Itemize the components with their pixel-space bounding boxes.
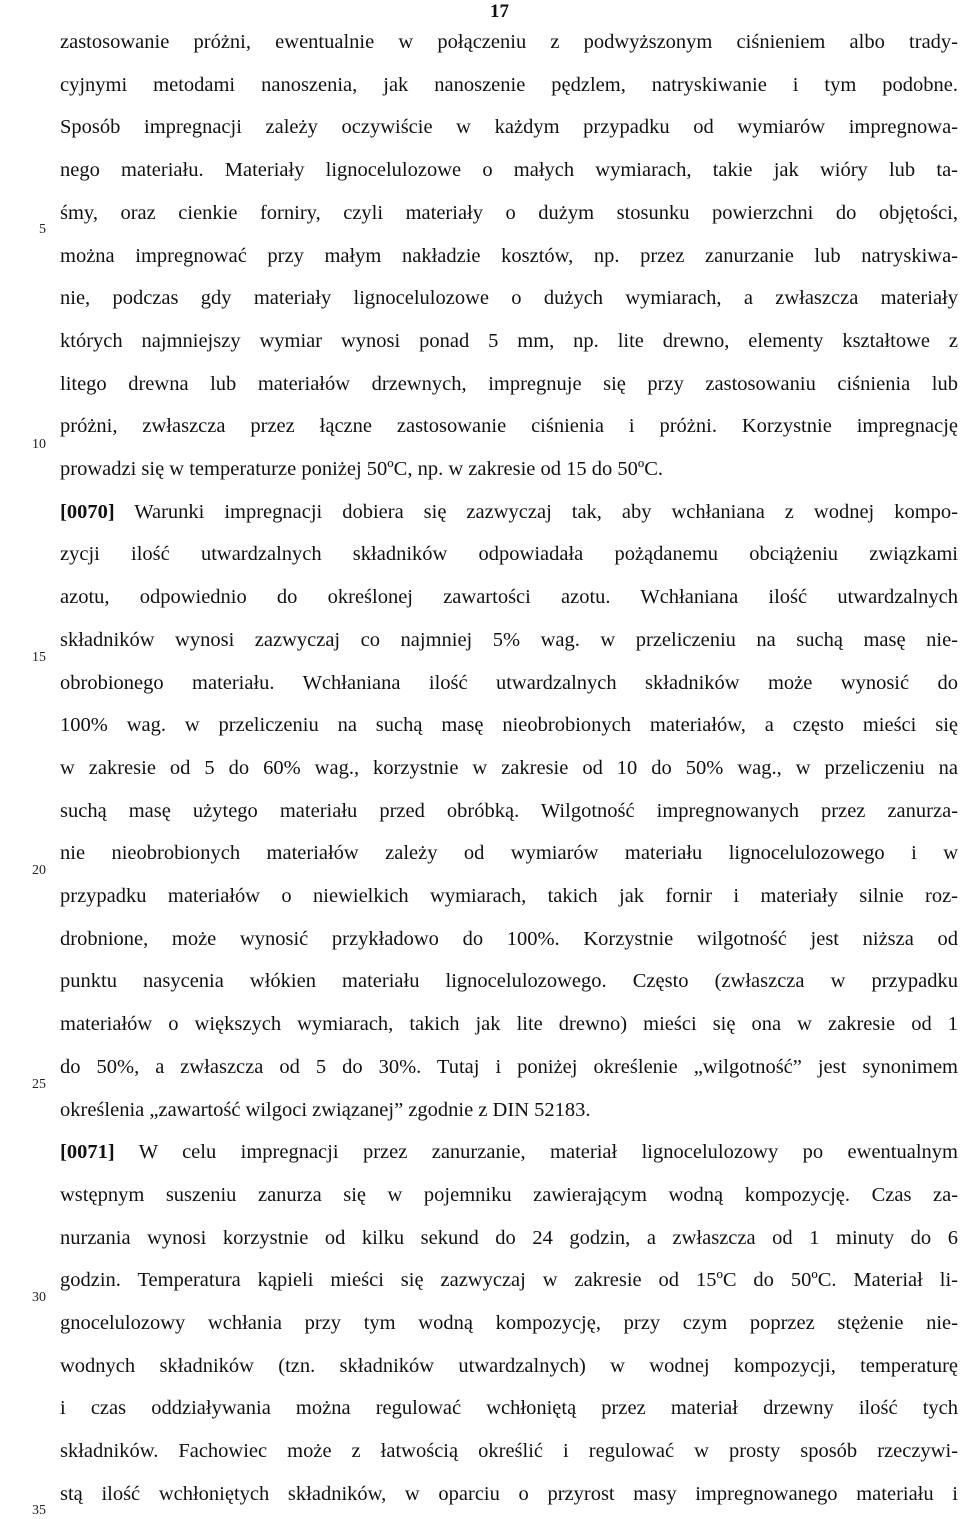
text-line-content: zastosowanie próżni, ewentualnie w połączeniu z podwyższonym ciśnieniem albo trady- bbox=[60, 31, 958, 53]
text-line-content: litego drewna lub materiałów drzewnych, impregnuje się przy zastosowaniu ciśnienia lub bbox=[60, 372, 958, 395]
text-line bbox=[60, 497, 958, 527]
text-line-content: drobnione, może wynosić przykładowo do 100%. Korzystnie wilgotność jest niższa od bbox=[60, 927, 958, 950]
text-line-content: składników wynosi zazwyczaj co najmniej 5% wag. w przeliczeniu na suchą masę nie- bbox=[60, 628, 958, 651]
text-line bbox=[60, 241, 958, 271]
text-line bbox=[60, 1308, 958, 1338]
text-line-content: materiałów o większych wymiarach, takich jak lite drewno) mieści się ona w zakresie od 1 bbox=[60, 1013, 958, 1036]
text-line-content: próżni, zwłaszcza przez łączne zastosowanie ciśnienia i próżni. Korzystnie impregnację bbox=[60, 415, 958, 438]
text-line bbox=[60, 1479, 958, 1509]
text-line-content: składników. Fachowiec może z łatwością określić i regulować w prosty sposób rzeczywi- bbox=[60, 1440, 958, 1463]
text-line bbox=[60, 1137, 958, 1167]
text-line bbox=[60, 283, 958, 313]
text-line bbox=[60, 539, 958, 569]
text-line bbox=[60, 454, 663, 484]
margin-line-number: 35 bbox=[32, 1503, 46, 1518]
margin-line-number: 25 bbox=[32, 1077, 46, 1092]
text-line-content: nie, podczas gdy materiały lignocelulozowe o dużych wymiarach, a zwłaszcza materiały bbox=[60, 287, 958, 310]
text-line-content: suchą masę użytego materiału przed obróbką. Wilgotność impregnowanych przez zanurza- bbox=[60, 799, 958, 822]
text-line bbox=[60, 112, 958, 142]
margin-line-number: 5 bbox=[39, 222, 46, 237]
text-line bbox=[60, 326, 958, 356]
text-line-content: cyjnymi metodami nanoszenia, jak nanoszenie pędzlem, natryskiwanie i tym podobne. bbox=[60, 73, 958, 96]
text-line bbox=[60, 198, 958, 228]
text-line bbox=[60, 1009, 958, 1039]
text-line-content: punktu nasycenia włókien materiału lignocelulozowego. Często (zwłaszcza w przypadku bbox=[60, 970, 958, 993]
text-line bbox=[60, 924, 958, 954]
margin-line-number: 15 bbox=[32, 650, 46, 665]
text-line-content: stą ilość wchłoniętych składników, w oparciu o przyrost masy impregnowanego materiału i bbox=[60, 1482, 958, 1505]
text-line-content: w zakresie od 5 do 60% wag., korzystnie w zakresie od 10 do 50% wag., w przeliczeniu na bbox=[60, 756, 958, 779]
text-line-content: nie nieobrobionych materiałów zależy od wymiarów materiału lignocelulozowego i w bbox=[60, 842, 958, 865]
text-line bbox=[60, 625, 958, 655]
margin-line-number: 30 bbox=[32, 1290, 46, 1305]
text-line-content: zycji ilość utwardzalnych składników odpowiadała pożądanemu obciążeniu związkami bbox=[60, 543, 958, 566]
paragraph-number: [0070] bbox=[60, 500, 115, 523]
text-line bbox=[60, 668, 958, 698]
text-line-content: gnocelulozowy wchłania przy tym wodną kompozycję, przy czym poprzez stężenie nie- bbox=[60, 1312, 958, 1334]
text-line bbox=[60, 838, 958, 868]
text-line-content: można impregnować przy małym nakładzie kosztów, np. przez zanurzanie lub natryskiwa- bbox=[60, 244, 958, 267]
text-line bbox=[60, 1436, 958, 1466]
page-number: 17 bbox=[490, 1, 509, 22]
text-line bbox=[60, 70, 958, 100]
text-line-content: obrobionego materiału. Wchłaniana ilość utwardzalnych składników może wynosić do bbox=[60, 671, 958, 694]
text-line-content: azotu, odpowiednio do określonej zawartości azotu. Wchłaniana ilość utwardzalnych bbox=[60, 586, 958, 609]
text-line bbox=[60, 155, 958, 185]
text-line bbox=[60, 1393, 958, 1423]
text-line-content: W celu impregnacji przez zanurzanie, materiał lignocelulozowy po ewentualnym bbox=[114, 1141, 958, 1164]
text-line-content: określenia „zawartość wilgoci związanej” zgodnie z DIN 52183. bbox=[60, 1098, 591, 1121]
text-line-content: nego materiału. Materiały lignocelulozowe o małych wymiarach, takie jak wióry lub ta- bbox=[60, 159, 958, 182]
text-line-content: do 50%, a zwłaszcza od 5 do 30%. Tutaj i poniżej określenie „wilgotność” jest synonimem bbox=[60, 1055, 958, 1078]
text-line-content: 100% wag. w przeliczeniu na suchą masę nieobrobionych materiałów, a często mieści się bbox=[60, 714, 958, 737]
text-line-content: śmy, oraz cienkie forniry, czyli materiały o dużym stosunku powierzchni do objętości, bbox=[60, 201, 958, 224]
margin-line-number: 20 bbox=[32, 863, 46, 878]
text-line bbox=[60, 1180, 958, 1210]
text-line bbox=[60, 411, 958, 441]
text-line bbox=[60, 582, 958, 612]
text-line-content: wstępnym suszeniu zanurza się w pojemniku zawierającym wodną kompozycję. Czas za- bbox=[60, 1183, 958, 1206]
text-line-content: Sposób impregnacji zależy oczywiście w każdym przypadku od wymiarów impregnowa- bbox=[60, 116, 958, 139]
paragraph-number: [0071] bbox=[60, 1141, 115, 1164]
text-line bbox=[60, 1265, 958, 1295]
text-line-content: których najmniejszy wymiar wynosi ponad 5 mm, np. lite drewno, elementy kształtowe z bbox=[60, 329, 958, 352]
text-line bbox=[60, 369, 958, 399]
text-line bbox=[60, 1351, 958, 1381]
text-line-content: prowadzi się w temperaturze poniżej 50ºC, np. w zakresie od 15 do 50ºC. bbox=[60, 458, 664, 480]
text-line-content: nurzania wynosi korzystnie od kilku sekund do 24 godzin, a zwłaszcza od 1 minuty do 6 bbox=[60, 1226, 958, 1249]
text-line-content: wodnych składników (tzn. składników utwardzalnych) w wodnej kompozycji, temperaturę bbox=[60, 1354, 958, 1377]
text-line bbox=[60, 796, 958, 826]
text-line bbox=[60, 966, 958, 996]
text-line bbox=[60, 1223, 958, 1253]
margin-line-number: 10 bbox=[32, 437, 46, 452]
text-line bbox=[60, 881, 958, 911]
text-line bbox=[60, 710, 958, 740]
text-line-content: Warunki impregnacji dobiera się zazwyczaj tak, aby wchłaniana z wodnej kompo- bbox=[114, 500, 958, 523]
text-line-content: przypadku materiałów o niewielkich wymiarach, takich jak fornir i materiały silnie roz- bbox=[60, 885, 958, 907]
text-line-content: i czas oddziaływania można regulować wchłoniętą przez materiał drzewny ilość tych bbox=[60, 1397, 958, 1420]
text-line-content: godzin. Temperatura kąpieli mieści się zazwyczaj w zakresie od 15ºC do 50ºC. Materiał li- bbox=[60, 1269, 958, 1292]
text-line bbox=[60, 27, 958, 57]
text-line bbox=[60, 753, 958, 783]
text-line bbox=[60, 1095, 591, 1125]
text-line bbox=[60, 1052, 958, 1082]
